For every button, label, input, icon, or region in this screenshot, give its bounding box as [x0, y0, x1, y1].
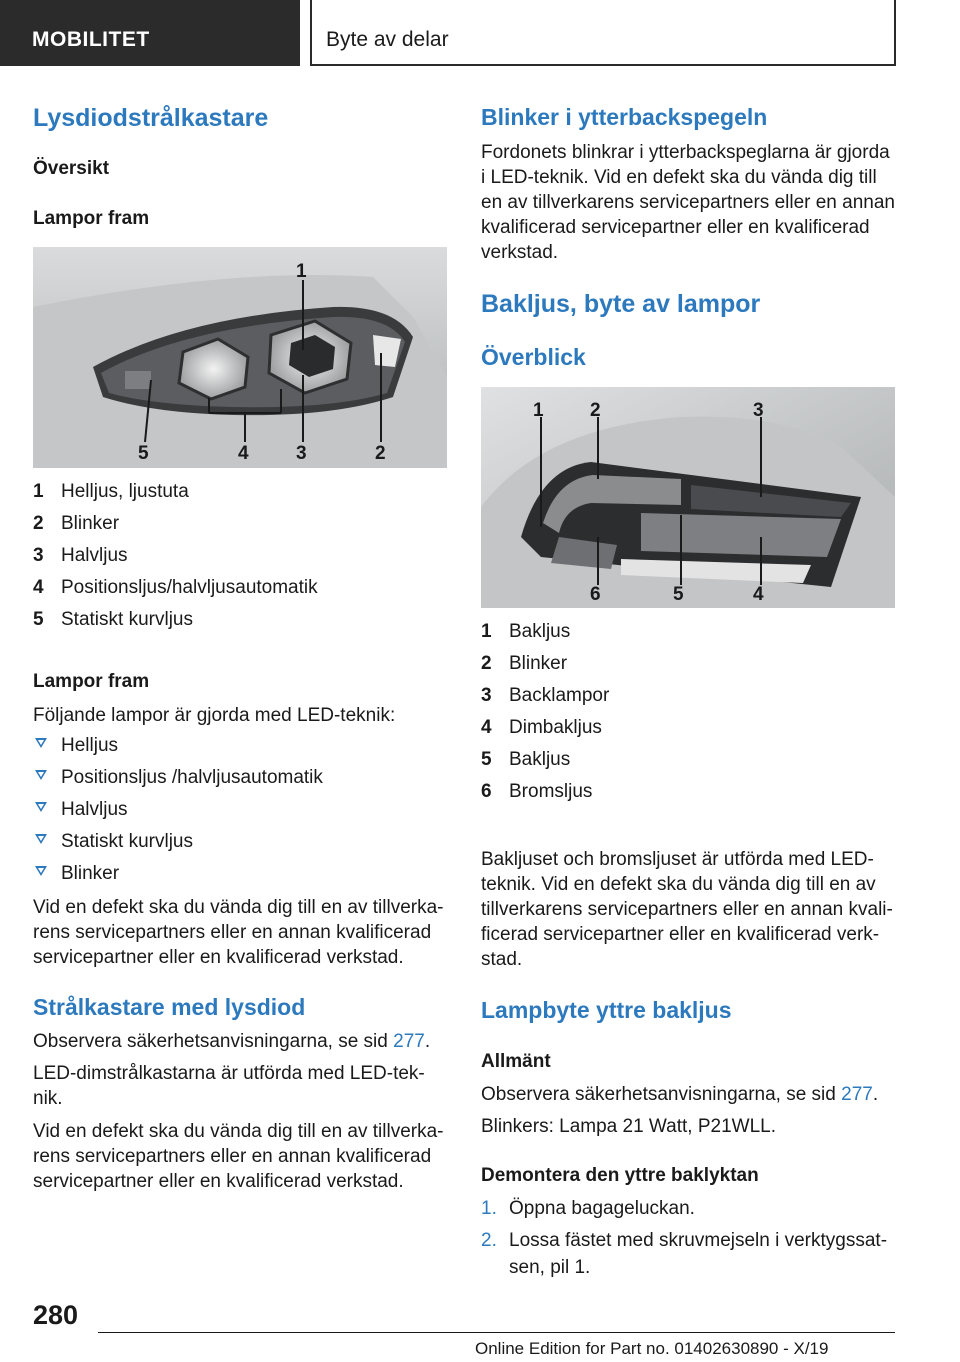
front-lamps-heading: Lampor fram — [33, 208, 150, 229]
text-line: teknik. Vid en defekt ska du vända dig till en av — [481, 874, 876, 895]
section-title: Lysdiodstrålkastare — [33, 104, 269, 132]
text-line: servicepartner eller en kvalificerad verkstad. — [33, 1171, 404, 1192]
step-number: 2. — [481, 1230, 497, 1251]
legend-number: 4 — [33, 577, 44, 598]
text-line: nik. — [33, 1088, 63, 1109]
callout-2: 2 — [375, 443, 386, 464]
legend-text: Statiskt kurvljus — [61, 609, 193, 630]
led-intro: Följande lampor är gjorda med LED-teknik: — [33, 705, 396, 726]
rear-light-illustration — [481, 387, 895, 608]
front-headlight-image — [33, 247, 447, 468]
section-tab — [0, 0, 300, 66]
legend-number: 5 — [481, 749, 492, 770]
legend-text: Bromsljus — [509, 781, 593, 802]
mirror-paragraph — [481, 140, 895, 265]
safety-text: Observera säkerhetsanvisningarna, se sid — [481, 1084, 842, 1105]
headlight-illustration — [33, 247, 447, 468]
legend-text: Backlampor — [509, 685, 610, 706]
legend-text: Blinker — [509, 653, 568, 674]
text-line: Bakljuset och bromsljuset är utförda med LED- — [481, 849, 874, 870]
safety-reference — [33, 1029, 430, 1054]
rear-overview-heading: Överblick — [481, 344, 586, 370]
legend-number: 1 — [481, 621, 492, 642]
text-line: LED-dimstrålkastarna är utförda med LED-tek‐ — [33, 1063, 425, 1084]
safety-end: . — [872, 1084, 879, 1105]
legend-text: Bakljus — [509, 749, 571, 770]
callout-5: 5 — [138, 443, 149, 464]
text-line: Lossa fästet med skruvmejseln i verktygssat‐ — [509, 1230, 888, 1251]
bullet-text: Statiskt kurvljus — [61, 831, 193, 852]
text-line: Fordonets blinkrar i ytterbackspeglarna är gjorda — [481, 142, 890, 163]
led-headlight-heading: Strålkastare med lysdiod — [33, 994, 306, 1020]
text-line: stad. — [481, 949, 523, 970]
chapter-tab — [310, 0, 896, 66]
safety-text: Observera säkerhetsanvisningarna, se sid — [33, 1031, 394, 1052]
defect-paragraph — [33, 895, 444, 970]
text-line: sen, pil 1. — [509, 1257, 591, 1278]
text-line: en av tillverkarens servicepartners eller en annan — [481, 192, 895, 213]
legend-number: 5 — [33, 609, 44, 630]
front-lamps-heading-2: Lampor fram — [33, 671, 150, 692]
rear-light-image — [481, 387, 895, 608]
overview-heading: Översikt — [33, 158, 110, 179]
callout-5: 5 — [673, 584, 684, 605]
safety-reference — [481, 1082, 878, 1107]
edition-text: Online Edition for Part no. 01402630890 - X/19 — [475, 1339, 829, 1358]
bullet-text: Positionsljus /halvljusautomatik — [61, 767, 323, 788]
legend-number: 3 — [481, 685, 492, 706]
callout-4: 4 — [753, 584, 764, 605]
callout-1: 1 — [533, 400, 544, 421]
remove-heading: Demontera den yttre baklyktan — [481, 1165, 759, 1186]
triangle-bullet-icon — [35, 738, 47, 748]
triangle-bullet-icon — [35, 770, 47, 780]
triangle-bullet-icon — [35, 834, 47, 844]
legend-number: 2 — [33, 513, 44, 534]
callout-1: 1 — [296, 261, 307, 282]
legend-text: Halvljus — [61, 545, 128, 566]
text-line: ficerad servicepartner eller en kvalificerad verk‐ — [481, 924, 880, 945]
mirror-heading: Blinker i ytterbackspegeln — [481, 104, 768, 130]
step-text: Öppna bagageluckan. — [509, 1198, 695, 1219]
page-link-277[interactable]: 277 — [393, 1031, 425, 1052]
defect-paragraph-2 — [33, 1119, 444, 1194]
step-number: 1. — [481, 1198, 497, 1219]
text-line: verkstad. — [481, 242, 559, 263]
legend-number: 2 — [481, 653, 492, 674]
page-header — [0, 0, 960, 66]
callout-6: 6 — [590, 584, 601, 605]
text-line: tillverkarens servicepartners eller en annan kvali‐ — [481, 899, 893, 920]
triangle-bullet-icon — [35, 866, 47, 876]
legend-number: 4 — [481, 717, 492, 738]
text-line: servicepartner eller en kvalificerad verkstad. — [33, 947, 404, 968]
legend-number: 3 — [33, 545, 44, 566]
bullet-text: Halvljus — [61, 799, 128, 820]
outer-tail-heading: Lampbyte yttre bakljus — [481, 997, 732, 1023]
tail-heading: Bakljus, byte av lampor — [481, 290, 761, 318]
triangle-bullet-icon — [35, 802, 47, 812]
text-line: rens servicepartners eller en annan kvalificerad — [33, 1146, 432, 1167]
page-number: 280 — [33, 1300, 79, 1330]
step-item — [481, 1227, 895, 1283]
general-heading: Allmänt — [481, 1051, 551, 1072]
safety-end: . — [424, 1031, 431, 1052]
text-line: Vid en defekt ska du vända dig till en av tillverka‐ — [33, 1121, 444, 1142]
legend-text: Dimbakljus — [509, 717, 602, 738]
text-line: i LED-teknik. Vid en defekt ska du vända dig till — [481, 167, 877, 188]
tail-led-paragraph — [481, 847, 893, 972]
legend-text: Helljus, ljustuta — [61, 481, 189, 502]
bullet-text: Blinker — [61, 863, 120, 884]
step-text — [509, 1227, 895, 1281]
chapter-label: Byte av delar — [326, 28, 449, 51]
blinker-spec: Blinkers: Lampa 21 Watt, P21WLL. — [481, 1116, 776, 1137]
legend-number: 1 — [33, 481, 44, 502]
callout-3: 3 — [753, 400, 764, 421]
legend-text: Positionsljus/halvljusautomatik — [61, 577, 318, 598]
bullet-text: Helljus — [61, 735, 119, 756]
legend-number: 6 — [481, 781, 492, 802]
text-line: kvalificerad servicepartner eller en kvalificerad — [481, 217, 870, 238]
callout-2: 2 — [590, 400, 601, 421]
callout-3: 3 — [296, 443, 307, 464]
callout-4: 4 — [238, 443, 249, 464]
text-line: rens servicepartners eller en annan kvalificerad — [33, 922, 432, 943]
legend-text: Bakljus — [509, 621, 571, 642]
text-line: Vid en defekt ska du vända dig till en av tillverka‐ — [33, 897, 444, 918]
footer-divider — [98, 1332, 895, 1333]
led-dim-paragraph — [33, 1061, 425, 1111]
page-link-277[interactable]: 277 — [841, 1084, 873, 1105]
legend-text: Blinker — [61, 513, 120, 534]
section-label: MOBILITET — [32, 28, 150, 51]
